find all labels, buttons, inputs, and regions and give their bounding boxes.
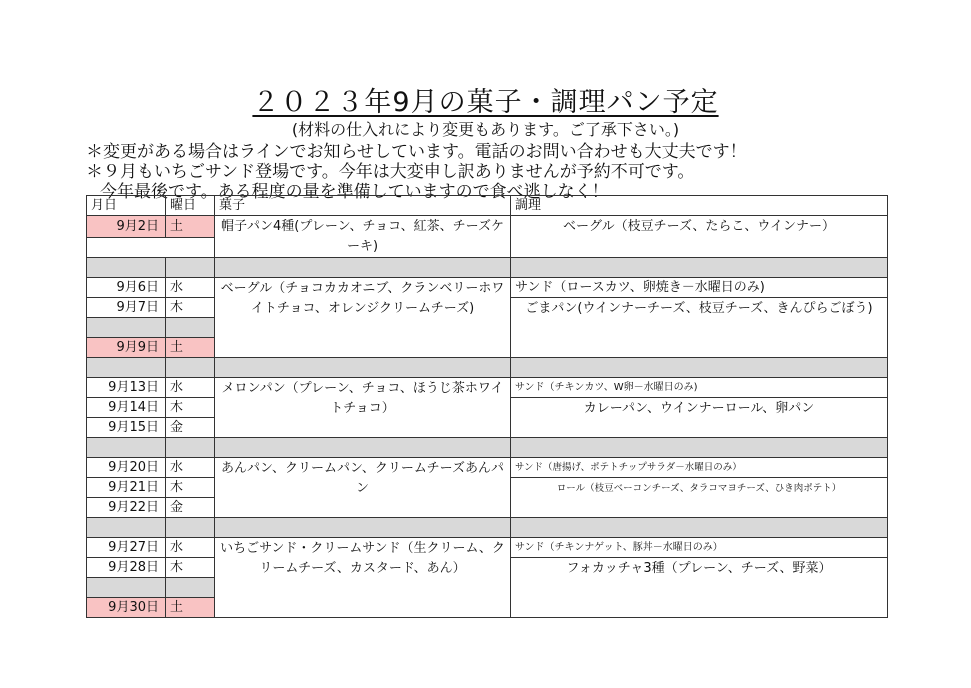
- day-cell: 金: [166, 498, 215, 518]
- week-separator: [87, 438, 888, 458]
- date-cell: 9月9日: [87, 338, 166, 358]
- day-cell: 木: [166, 478, 215, 498]
- cooked-cell: サンド（チキンナゲット、豚丼－水曜日のみ）: [511, 538, 888, 558]
- page-title: ２０２３年9月の菓子・調理パン予定: [252, 87, 719, 118]
- note-line: 今年最後です。ある程度の量を準備していますので食べ逃しなく！: [100, 182, 609, 202]
- date-cell: 9月7日: [87, 298, 166, 318]
- cooked-cell: サンド（ロースカツ、卵焼き－水曜日のみ): [511, 278, 888, 298]
- header-cooked: 調理: [511, 196, 888, 216]
- note-line: ＊９月もいちごサンド登場です。今年は大変申し訳ありませんが予約不可です。: [86, 162, 695, 182]
- day-cell: 木: [166, 558, 215, 578]
- date-cell: 9月6日: [87, 278, 166, 298]
- date-cell: 9月28日: [87, 558, 166, 578]
- week-separator: [87, 518, 888, 538]
- date-cell: 9月27日: [87, 538, 166, 558]
- cooked-cell: ベーグル（枝豆チーズ、たらこ、ウインナー）: [511, 216, 888, 258]
- date-cell: 9月22日: [87, 498, 166, 518]
- day-cell: 水: [166, 538, 215, 558]
- table-row: [87, 378, 888, 398]
- table-row: [87, 538, 888, 558]
- day-cell: 土: [166, 216, 215, 238]
- sweets-cell: ベーグル（チョコカカオニブ、クランベリーホワイトチョコ、オレンジクリームチーズ): [215, 278, 511, 358]
- header-sweets: 菓子: [215, 196, 511, 216]
- sweets-cell: あんパン、クリームパン、クリームチーズあんパン: [215, 458, 511, 518]
- cooked-cell: ロール（枝豆ベーコンチーズ、タラコマヨチーズ、ひき肉ポテト）: [511, 478, 888, 518]
- date-cell: 9月14日: [87, 398, 166, 418]
- table-header-row: [87, 196, 888, 216]
- table-row: [87, 458, 888, 478]
- day-cell: 水: [166, 278, 215, 298]
- cooked-cell: サンド（チキンカツ、W卵－水曜日のみ): [511, 378, 888, 398]
- week-separator: [87, 358, 888, 378]
- day-cell: 水: [166, 378, 215, 398]
- date-cell: 9月13日: [87, 378, 166, 398]
- day-cell: 水: [166, 458, 215, 478]
- sweets-cell: メロンパン（プレーン、チョコ、ほうじ茶ホワイトチョコ）: [215, 378, 511, 438]
- day-cell: 木: [166, 298, 215, 318]
- date-cell: 9月15日: [87, 418, 166, 438]
- cooked-cell: フォカッチャ3種（プレーン、チーズ、野菜）: [511, 558, 888, 618]
- schedule-table: [86, 195, 888, 618]
- day-cell: 木: [166, 398, 215, 418]
- date-cell: 9月30日: [87, 598, 166, 618]
- date-cell: 9月20日: [87, 458, 166, 478]
- day-cell: 金: [166, 418, 215, 438]
- cooked-cell: ごまパン(ウインナーチーズ、枝豆チーズ、きんぴらごぼう): [511, 298, 888, 358]
- day-cell: 土: [166, 598, 215, 618]
- week-separator: [87, 258, 888, 278]
- cooked-cell: カレーパン、ウインナーロール、卵パン: [511, 398, 888, 438]
- header-day: 曜日: [166, 196, 215, 216]
- subtitle: (材料の仕入れにより変更もあります。ご了承下さい。): [291, 120, 680, 139]
- table-row: [87, 278, 888, 298]
- cooked-cell: サンド（唐揚げ、ポテトチップサラダ－水曜日のみ）: [511, 458, 888, 478]
- date-cell: 9月21日: [87, 478, 166, 498]
- table-row: [87, 216, 888, 238]
- sweets-cell: いちごサンド・クリームサンド（生クリーム、クリームチーズ、カスタード、あん）: [215, 538, 511, 618]
- header-date: 月日: [87, 196, 166, 216]
- sweets-cell: 帽子パン4種(プレーン、チョコ、紅茶、チーズケーキ): [215, 216, 511, 258]
- day-cell: 土: [166, 338, 215, 358]
- note-line: ＊変更がある場合はラインでお知らせしています。電話のお問い合わせも大丈夫です！: [86, 142, 747, 162]
- date-cell: 9月2日: [87, 216, 166, 238]
